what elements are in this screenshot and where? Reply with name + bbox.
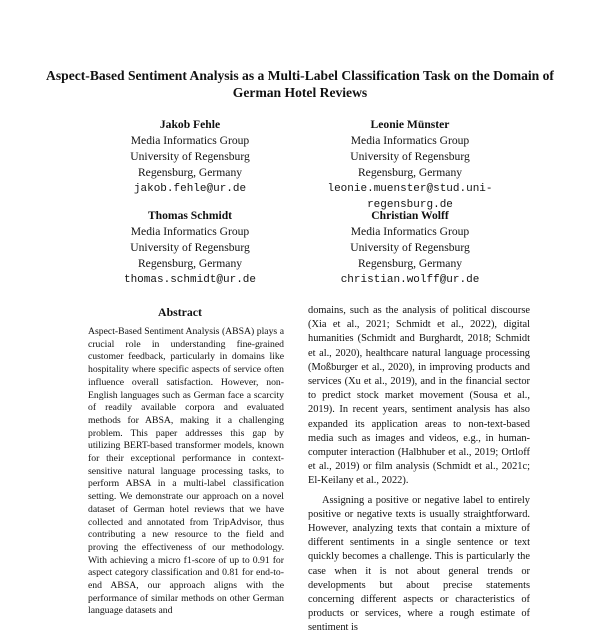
author-affiliation: Media Informatics Group [130,134,250,147]
body-paragraph: domains, such as the analysis of political discourse (Xia et al., 2021; Schmidt et al., 2022), digital humanities (Schmidt and Burghardt, 2018; Schmidt et al., 2020), healthcare natural language processing (Moßburger et al., 2020), in improving products and services (Xu et al., 2019), and in the financial sector to predict stock market movement (Sousa et al., 2019). In recent years, sentiment analysis has also expanded its application areas to non-text-based media such as images and videos, e.g., in human-computer interaction (Halbhuber et al., 2019; Ortloff et al., 2019) or film analysis (Schmidt et al., 2021c; El-Keilany et al., 2022). [308,305,530,487]
paper-title: Aspect-Based Sentiment Analysis as a Multi-Label Classification Task on the Domain of German Hotel Reviews [46,68,554,100]
body-paragraph: Assigning a positive or negative label to entirely positive or negative texts is usually straightforward. However, analyzing texts that contain a mixture of different sentiments in a single sentence or text quickly becomes a challenge. This is particularly the case when it is not about general trends or developments but about precise statements concerning different aspects or characteristics of products or services, where a rough estimate of sentiment is [308,494,530,634]
abstract-heading: Abstract [158,305,202,319]
author-university: University of Regensburg [350,241,470,254]
author-location: Regensburg, Germany [137,257,243,270]
author-email: jakob.fehle@ur.de [133,183,247,195]
author-name: Leonie Münster [370,118,450,131]
author-email: thomas.schmidt@ur.de [123,274,257,286]
author-university: University of Regensburg [130,150,250,163]
author-block [290,117,530,213]
author-university: University of Regensburg [350,150,470,163]
author-university: University of Regensburg [130,241,250,254]
author-affiliation: Media Informatics Group [350,134,470,147]
author-block [80,208,300,288]
author-email: christian.wolff@ur.de [340,274,480,286]
author-affiliation: Media Informatics Group [350,225,470,238]
author-block [300,208,520,288]
author-location: Regensburg, Germany [357,166,463,179]
author-name: Thomas Schmidt [147,209,233,222]
abstract-paragraph: Aspect-Based Sentiment Analysis (ABSA) plays a crucial role in understanding fine-grained customer feedback, particularly in domains like hospitality where specific aspects of service often influence overall satisfaction. However, non-English languages such as German face a scarcity of readily available corpora and evaluated methods for ABSA, making it a challenging problem. This paper addresses this gap by utilizing BERT-based transformer models, known for their exceptional performance in context-sensitive natural language processing tasks, to perform ABSA in a multi-label classification setting. We demonstrate our approach on a novel dataset of German hotel reviews that we have collected and annotated from TripAdvisor, thus contributing a new resource to the field and proving the effectiveness of our methodology. With achieving a micro f1-score of up to 0.91 for aspect category classification and 0.81 for end-to-end ABSA, our approach aligns with the performance of similar methods on other German language datasets and [88,326,284,617]
author-email: leonie.muenster@stud.uni-regensburg.de [327,183,493,211]
body-column [308,304,530,636]
abstract-text [88,326,284,618]
author-name: Jakob Fehle [159,118,221,131]
author-location: Regensburg, Germany [137,166,243,179]
author-location: Regensburg, Germany [357,257,463,270]
author-name: Christian Wolff [371,209,449,222]
author-affiliation: Media Informatics Group [130,225,250,238]
author-block [80,117,300,197]
